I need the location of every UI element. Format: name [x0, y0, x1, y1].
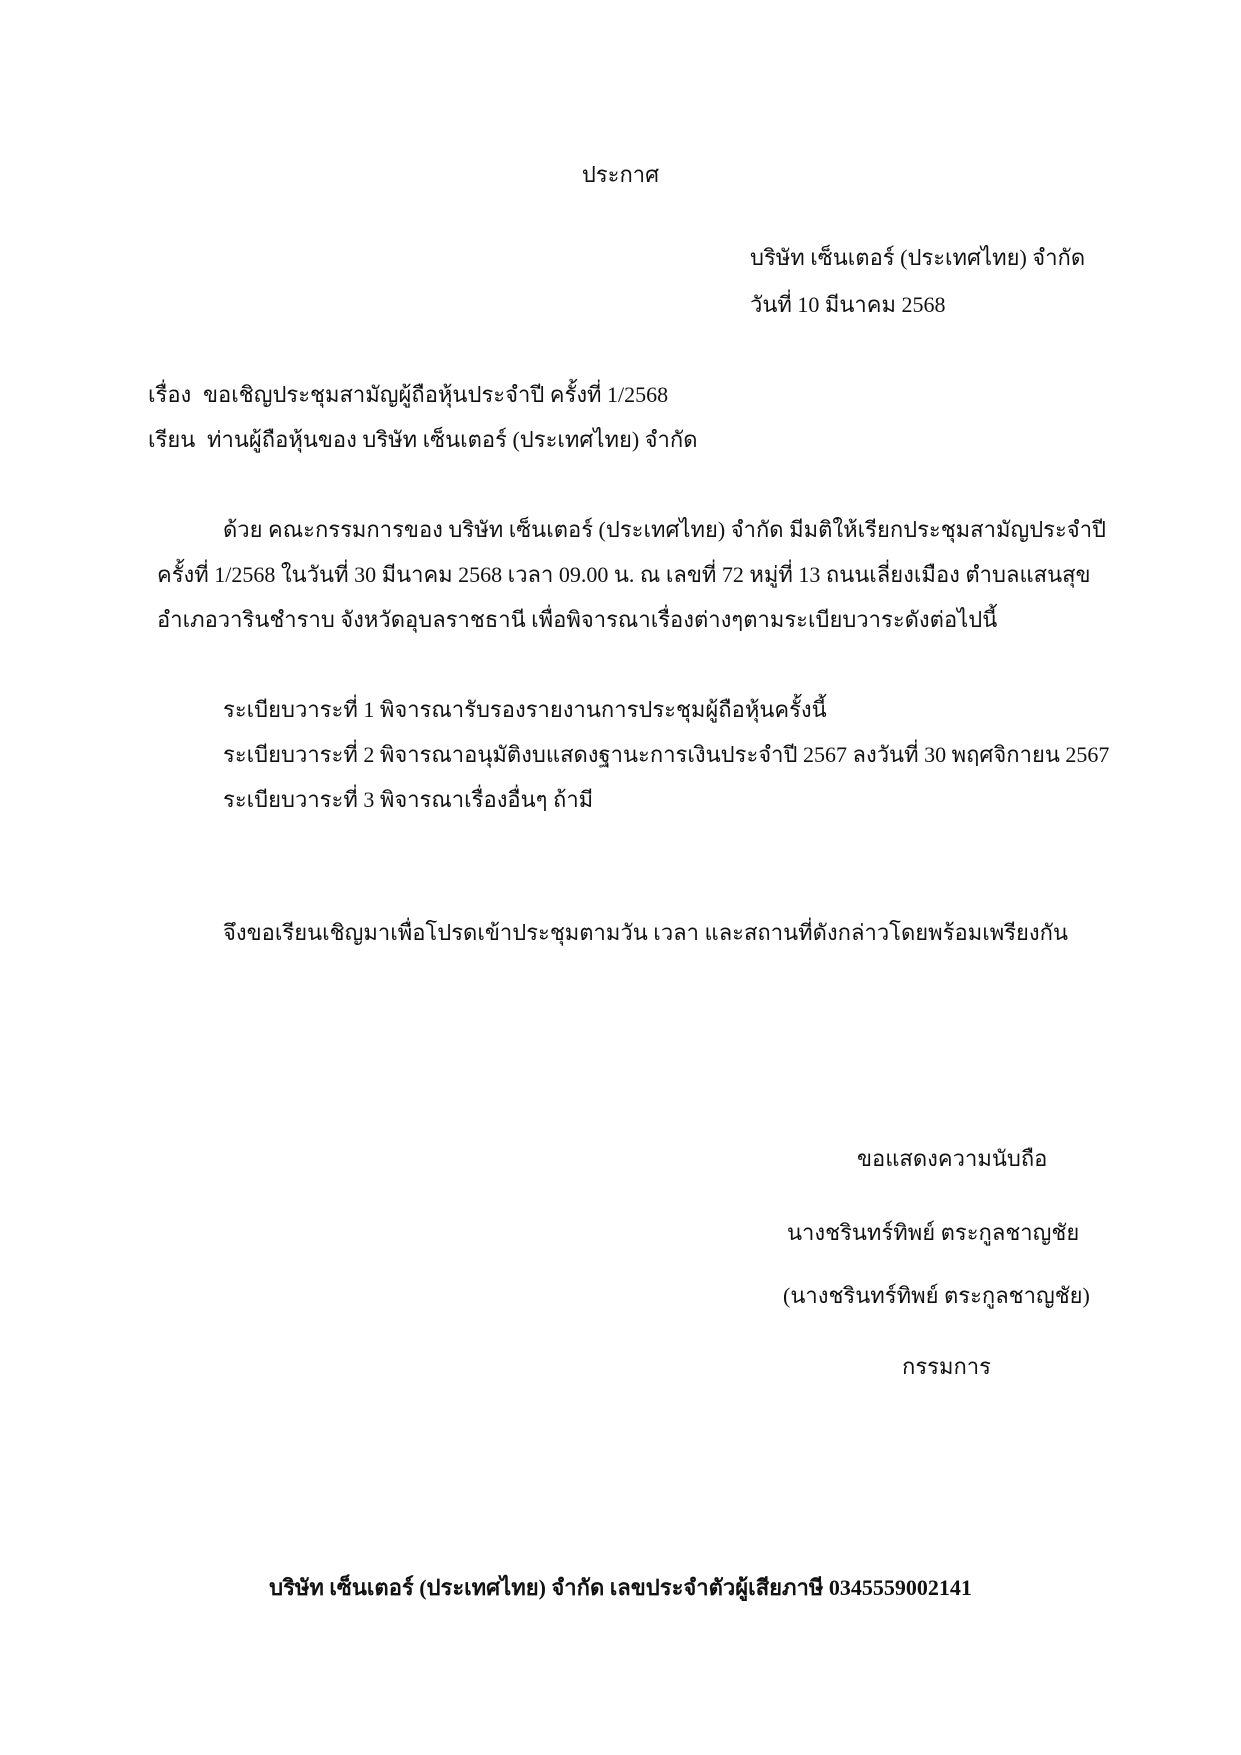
header-company: บริษัท เซ็นเตอร์ (ประเทศไทย) จำกัด [750, 245, 1086, 270]
footer-company-tax-id: บริษัท เซ็นเตอร์ (ประเทศไทย) จำกัด เลขประจำตัวผู้เสียภาษี 0345559002141 [269, 1575, 972, 1600]
agenda-item-3: ระเบียบวาระที่ 3 พิจารณาเรื่องอื่นๆ ถ้ามี [223, 787, 594, 812]
document-title: ประกาศ [581, 162, 660, 187]
signature-printed-name: (นางชรินทร์ทิพย์ ตระกูลชาญชัย) [783, 1283, 1090, 1308]
agenda-item-1: ระเบียบวาระที่ 1 พิจารณารับรองรายงานการประชุมผู้ถือหุ้นครั้งนี้ [223, 697, 827, 722]
subject-label: เรื่อง [148, 382, 192, 407]
body-line-3: อำเภอวารินชำราบ จังหวัดอุบลราชธานี เพื่อพิจารณาเรื่องต่างๆตามระเบียบวาระดังต่อไปนี้ [157, 607, 998, 632]
agenda-item-2: ระเบียบวาระที่ 2 พิจารณาอนุมัติงบแสดงฐานะการเงินประจำปี 2567 ลงวันที่ 30 พฤศจิกายน 2567 [223, 742, 1110, 767]
recipient-line [148, 425, 698, 455]
body-line-1: ด้วย คณะกรรมการของ บริษัท เซ็นเตอร์ (ประเทศไทย) จำกัด มีมติให้เรียกประชุมสามัญประจำปี [223, 517, 1107, 542]
header-date: วันที่ 10 มีนาคม 2568 [750, 292, 946, 317]
recipient-text: ท่านผู้ถือหุ้นของ บริษัท เซ็นเตอร์ (ประเทศไทย) จำกัด [207, 427, 698, 452]
subject-text: ขอเชิญประชุมสามัญผู้ถือหุ้นประจำปี ครั้งที่ 1/2568 [203, 382, 669, 407]
signature-position: กรรมการ [902, 1354, 991, 1379]
signature-regards: ขอแสดงความนับถือ [857, 1146, 1048, 1171]
recipient-label: เรียน [148, 427, 196, 452]
body-line-2: ครั้งที่ 1/2568 ในวันที่ 30 มีนาคม 2568 เวลา 09.00 น. ณ เลขที่ 72 หมู่ที่ 13 ถนนเลี่ยงเมือง ตำบลแสนสุข [157, 562, 1091, 587]
closing-sentence: จึงขอเรียนเชิญมาเพื่อโปรดเข้าประชุมตามวัน เวลา และสถานที่ดังกล่าวโดยพร้อมเพรียงกัน [223, 920, 1069, 945]
signature-name: นางชรินทร์ทิพย์ ตระกูลชาญชัย [787, 1220, 1080, 1245]
subject-line [148, 380, 668, 410]
